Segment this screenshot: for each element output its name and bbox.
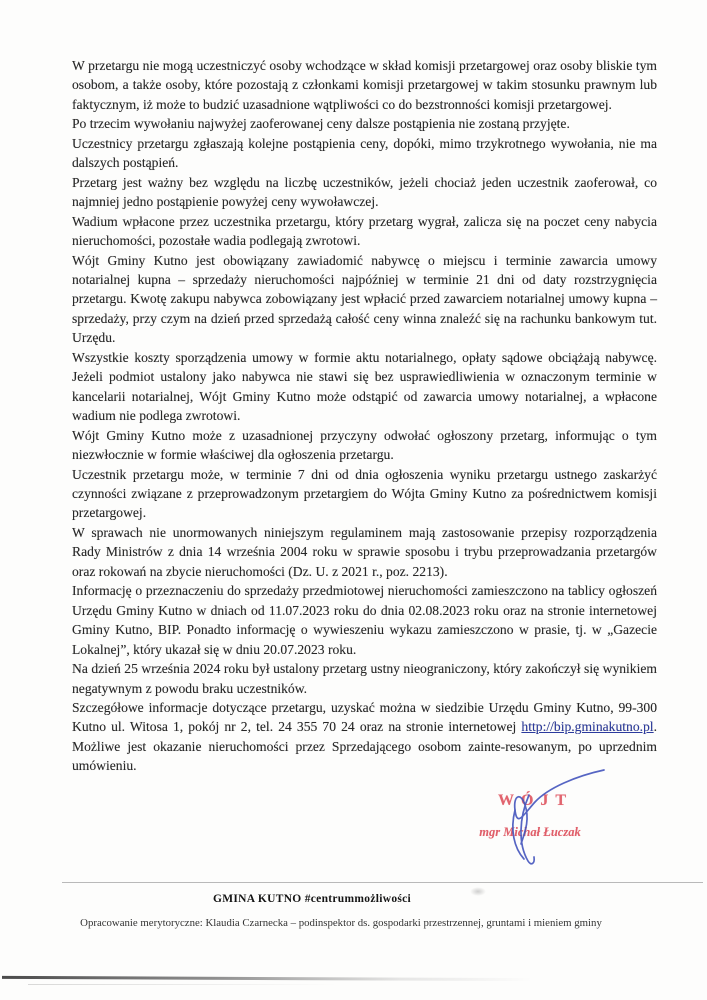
paragraph: Wszystkie koszty sporządzenia umowy w formie aktu notarialnego, opłaty sądowe obciążają nabywcę. Jeżeli podmiot ustalony jako nabywca nie stawi się bez usprawiedliwienia w oznaczonym terminie w kancelarii notarialnej, Wójt Gminy Kutno może odstąpić od zawarcia umowy notarialnej, a wpłacone wadium nie podlega zwrotowi. (72, 349, 657, 424)
paragraph: Informację o przeznaczeniu do sprzedaży przedmiotowej nieruchomości zamieszczono na tablicy ogłoszeń Urzędu Gminy Kutno w dniach od 11.07.2023 roku do dnia 02.08.2023 roku oraz na stronie internetowej Gminy Kutno, BIP. Ponadto informację o wywieszeniu wykazu zamieszczono w prasie, tj. w „Gazecie Lokalnej”, który ukazał się w dniu 20.07.2023 roku. (72, 583, 657, 657)
paragraph: W przetargu nie mogą uczestniczyć osoby wchodzące w skład komisji przetargowej oraz osoby bliskie tym osobom, a także osoby, które pozostają z członkami komisji przetargowej w takim stosunku prawnym lub faktycznym, iż może to budzić uzasadnione wątpliwości co do bezstronności komisji przetargowej. (72, 58, 657, 112)
signatory-name: mgr Michał Łuczak (479, 825, 581, 839)
contact-text-after: . Możliwe jest okazanie nieruchomości przez Sprzedającego osobom zainte-resowanym, po uprzednim umówieniu. (72, 719, 657, 774)
document-body (72, 56, 657, 776)
paragraph: Wójt Gminy Kutno może z uzasadnionej przyczyny odwołać ogłoszony przetarg, informując o tym niezwłocznie w formie właściwej dla ogłoszenia przetargu. (72, 427, 657, 463)
stamp-title: WÓJT (497, 792, 574, 809)
paragraph: Uczestnik przetargu może, w terminie 7 dni od dnia ogłoszenia wyniku przetargu ustnego zaskarżyć czynności związane z przeprowadzonym przetargiem do Wójta Gminy Kutno za pośrednictwem komisji przetargowej. (72, 466, 657, 521)
scan-artifact-line (2, 976, 532, 981)
footer-credit: Opracowanie merytoryczne: Klaudia Czarnecka – podinspektor ds. gospodarki przestrzennej, gruntami i mieniem gminy (80, 917, 602, 929)
contact-text-before: Szczegółowe informacje dotyczące przetargu, uzyskać można w siedzibie Urzędu Gminy Kutno, 99-300 Kutno ul. Witosa 1, pokój nr 2, tel. 24 355 70 24 oraz na stronie internetowej (72, 699, 657, 735)
scan-artifact-smudge (470, 887, 486, 896)
paragraph: Na dzień 25 września 2024 roku był ustalony przetarg ustny nieograniczony, który zakończył się wynikiem negatywnym z powodu braku uczestników. (72, 661, 657, 696)
scan-artifact-line-faint (28, 984, 338, 985)
paragraph: Przetarg jest ważny bez względu na liczbę uczestników, jeżeli chociaż jeden uczestnik zaoferował, co najmniej jedno postąpienie powyżej ceny wywoławczej. (72, 174, 657, 210)
paragraph-list (72, 56, 657, 698)
footer-brand: GMINA KUTNO #centrummożliwości (212, 893, 412, 905)
handwritten-signature (440, 758, 680, 873)
paragraph: Uczestnicy przetargu zgłaszają kolejne postąpienia ceny, dopóki, mimo trzykrotnego wywołania, nie ma dalszych postąpień. (72, 135, 657, 171)
bip-link[interactable]: http://bip.gminakutno.pl (521, 719, 654, 735)
footer-divider (62, 882, 703, 883)
paragraph: Wadium wpłacone przez uczestnika przetargu, który przetarg wygrał, zalicza się na poczet ceny nabycia nieruchomości, pozostałe wadia podlegają zwrotowi. (72, 213, 657, 249)
paragraph: Wójt Gminy Kutno jest obowiązany zawiadomić nabywcę o miejscu i terminie zawarcia umowy notarialnej kupna – sprzedaży nieruchomości najpóźniej w terminie 21 dni od daty rozstrzygnięcia przetargu. Kwotę zakupu nabywca zobowiązany jest wpłacić przed zawarciem notarialnej umowy kupna – sprzedaży, przy czym na dzień przed sprzedażą całość ceny winna znaleźć się na rachunku bankowym tut. Urzędu. (72, 252, 657, 346)
paragraph: W sprawach nie unormowanych niniejszym regulaminem mają zastosowanie przepisy rozporządzenia Rady Ministrów z dnia 14 września 2004 roku w sprawie sposobu i trybu przeprowadzania przetargów oraz rokowań na zbycie nieruchomości (Dz. U. z 2021 r., poz. 2213). (72, 524, 657, 579)
paragraph: Po trzecim wywołaniu najwyżej zaoferowanej ceny dalsze postąpienia nie zostaną przyjęte. (72, 116, 570, 132)
